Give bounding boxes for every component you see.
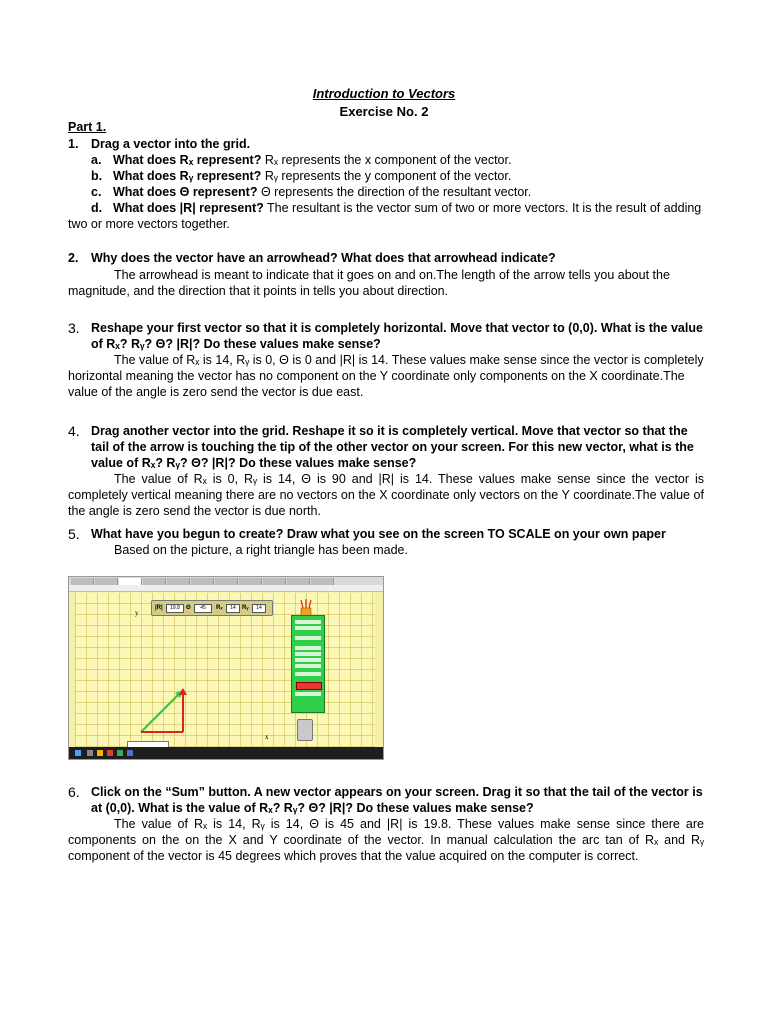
taskbar bbox=[69, 747, 383, 759]
question-text: Why does the vector have an arrowhead? What does that arrowhead indicate? bbox=[91, 251, 556, 265]
sub-question-text: What does Θ represent? bbox=[113, 185, 258, 199]
question-6 bbox=[68, 784, 704, 864]
sub-label: b. bbox=[91, 169, 103, 183]
y-axis-label: y bbox=[135, 609, 139, 617]
embedded-screenshot bbox=[68, 576, 384, 760]
sub-question-text: What does Rₓ represent? bbox=[113, 153, 262, 167]
ry-label: Rᵧ bbox=[242, 605, 249, 611]
sub-question-text: What does Rᵧ represent? bbox=[113, 169, 262, 183]
answer-text: The value of Rₓ is 0, Rᵧ is 14, Θ is 90 and |R| is 14. These values make sense since the vector is completely vertical meaning there are no vectors on the X coordinate only vectors on the Y coordinate.The value of the angle is zero send the vector is due north. bbox=[68, 472, 704, 518]
sub-answer: Rₓ represents the x component of the vector. bbox=[264, 153, 512, 167]
answer-text: The value of Rₓ is 14, Rᵧ is 14, Θ is 45 and |R| is 19.8. These values make sense since there are components on the on the X and Y coordinate of the vector. In manual calculation the arc tan of Rₓ and Rᵧ component of the vector is 45 degrees which proves that the value acquired on the computer is correct. bbox=[68, 817, 704, 863]
question-text: Drag another vector into the grid. Reshape it so it is completely vertical. Move that vector so that the tail of the arrow is touching the tip of the other vector on your screen. For this new vector, what is the value of Rₓ? Rᵧ? Θ? |R|? Do these values make sense? bbox=[91, 424, 694, 470]
exercise-number: Exercise No. 2 bbox=[339, 104, 429, 119]
sub-answer: Rᵧ represents the y component of the vector. bbox=[264, 169, 512, 183]
answer-text: Based on the picture, a right triangle has been made. bbox=[114, 543, 408, 557]
sub-label: d. bbox=[91, 201, 103, 215]
part-heading: Part 1. bbox=[68, 120, 107, 134]
sub-answer: Θ represents the direction of the resultant vector. bbox=[260, 185, 532, 199]
question-number: 2. bbox=[68, 251, 79, 265]
question-number: 3. bbox=[68, 320, 80, 336]
sub-label: a. bbox=[91, 153, 102, 167]
question-number: 5. bbox=[68, 526, 80, 542]
question-3 bbox=[68, 320, 704, 400]
question-4 bbox=[68, 423, 704, 519]
question-1 bbox=[68, 136, 704, 232]
sub-question-text: What does |R| represent? bbox=[113, 201, 264, 215]
ry-value-box: 14 bbox=[252, 604, 266, 613]
question-text: Drag a vector into the grid. bbox=[91, 137, 251, 151]
answer-text: The arrowhead is meant to indicate that it goes on and on.The length of the arrow tells you about the magnitude, and the direction that it points in tells you about direction. bbox=[68, 268, 670, 298]
start-icon bbox=[75, 750, 81, 756]
question-text: What have you begun to create? Draw what you see on the screen TO SCALE on your own paper bbox=[91, 527, 666, 541]
r-value-box: 19.8 bbox=[166, 604, 184, 613]
sub-label: c. bbox=[91, 185, 102, 199]
x-axis-label: x bbox=[265, 733, 269, 741]
question-number: 6. bbox=[68, 784, 80, 800]
rx-value-box: 14 bbox=[226, 604, 240, 613]
document-title: Introduction to Vectors bbox=[312, 86, 456, 101]
theta-value-box: 45 bbox=[194, 604, 212, 613]
sub-question-b bbox=[68, 168, 704, 184]
question-number: 4. bbox=[68, 423, 80, 439]
sub-question-a bbox=[68, 152, 704, 168]
question-2 bbox=[68, 250, 704, 299]
sub-question-d bbox=[68, 200, 704, 232]
vector-readout-bar: |R| 19.8 Θ 45 Rₓ 14 Rᵧ 14 bbox=[151, 600, 273, 616]
vector-drawing bbox=[69, 577, 383, 759]
answer-text: The value of Rₓ is 14, Rᵧ is 0, Θ is 0 and |R| is 14. These values make sense since the vector is completely horizontal meaning the vector has no component on the Y coordinate only components on the X coordinate.The value of the angle is zero send the vector is due east. bbox=[68, 353, 704, 399]
rx-label: Rₓ bbox=[216, 605, 223, 611]
question-text: Click on the “Sum” button. A new vector appears on your screen. Drag it so that the tail of the vector is at (0,0). What is the value of Rₓ? Rᵧ? Θ? |R|? Do these values make sense? bbox=[91, 785, 703, 815]
question-text: Reshape your first vector so that it is completely horizontal. Move that vector to (0,0). What is the value of Rₓ? Rᵧ? Θ? |R|? Do these values make sense? bbox=[91, 321, 703, 351]
question-5 bbox=[68, 526, 704, 558]
sub-answer: The resultant is the vector sum of two or more vectors. It is the result of adding two or more vectors together. bbox=[68, 201, 702, 231]
sub-question-c bbox=[68, 184, 704, 200]
question-number: 1. bbox=[68, 137, 79, 151]
